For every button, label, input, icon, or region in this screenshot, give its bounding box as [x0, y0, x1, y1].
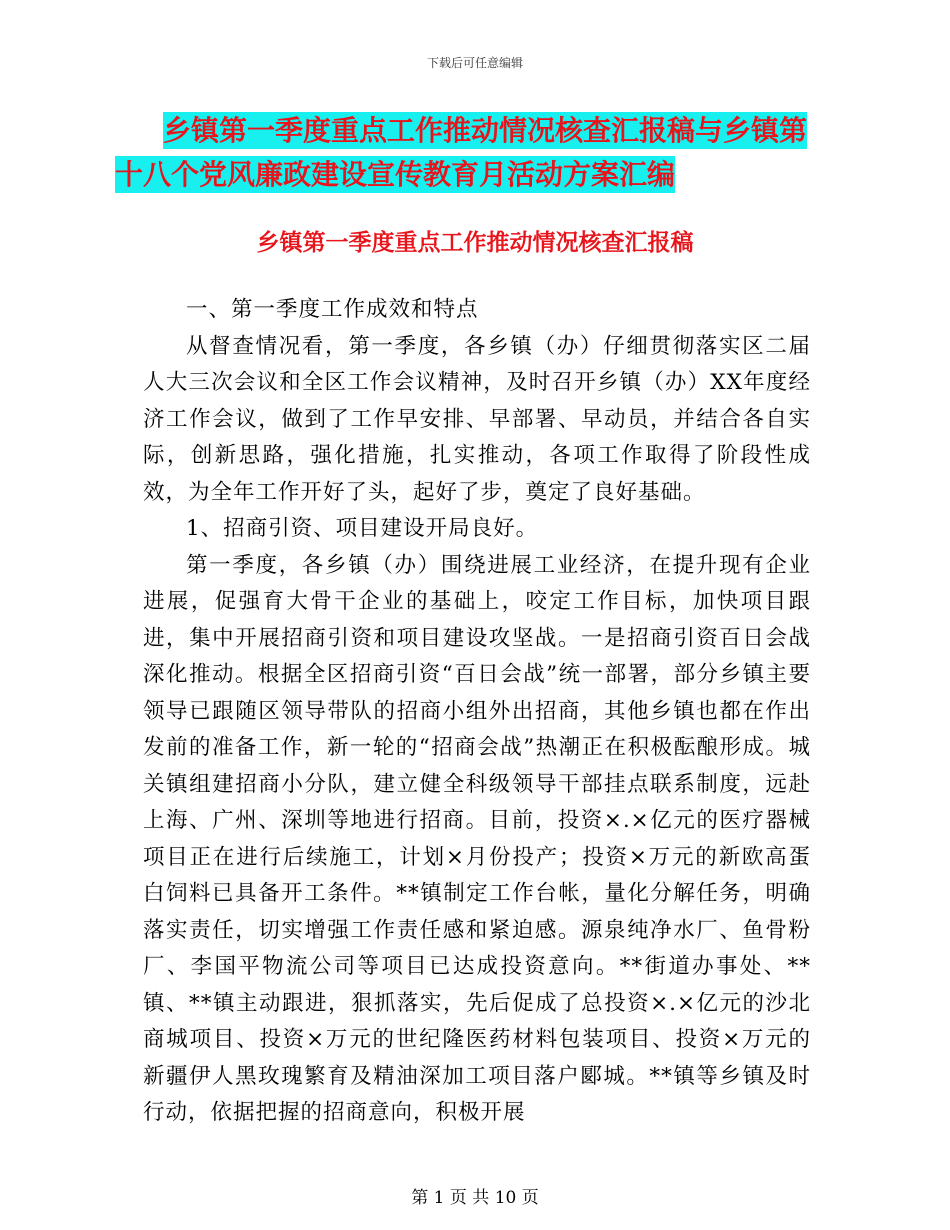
document-title-line-2 — [0, 156, 870, 194]
document-title-line-2-text: 十八个党风廉政建设宣传教育月活动方案汇编 — [114, 158, 675, 191]
section-title: 乡镇第一季度重点工作推动情况核查汇报稿 — [256, 230, 694, 256]
header-note: 下载后可任意编辑 — [426, 56, 523, 70]
document-title-line-1 — [10, 112, 950, 150]
paragraph: 从督查情况看，第一季度，各乡镇（办）仔细贯彻落实区二届人大三次会议和全区工作会议精神，及时召开乡镇（办）XX年度经济工作会议，做到了工作早安排、早部署、早动员，并结合各自实际，创新思路，强化措施，扎实推动，各项工作取得了阶段性成效，为全年工作开好了头，起好了步，奠定了良好基础。 — [143, 333, 811, 505]
paragraph-heading-1: 一、第一季度工作成效和特点 — [186, 297, 479, 322]
paragraph: 第一季度，各乡镇（办）围绕进展工业经济，在提升现有企业进展，促强育大骨干企业的基础上，咬定工作目标，加快项目跟进，集中开展招商引资和项目建设攻坚战。一是招商引资百日会战深化推动。根据全区招商引资“百日会战”统一部署，部分乡镇主要领导已跟随区领导带队的招商小组外出招商，其他乡镇也都在作出发前的准备工作，新一轮的“招商会战”热潮正在积极酝酿形成。城关镇组建招商小分队，建立健全科级领导干部挂点联系制度，远赴上海、广州、深圳等地进行招商。目前，投资×.×亿元的医疗器械项目正在进行后续施工，计划×月份投产；投资×万元的新欧高蛋白饲料已具备开工条件。**镇制定工作台帐，量化分解任务，明确落实责任，切实增强工作责任感和紧迫感。源泉纯净水厂、鱼骨粉厂、李国平物流公司等项目已达成投资意向。**街道办事处、**镇、**镇主动跟进，狠抓落实，先后促成了总投资×.×亿元的沙北商城项目、投资×万元的世纪隆医药材料包装项目、投资×万元的新疆伊人黑玫瑰繁育及精油深加工项目落户郾城。**镇等乡镇及时行动，依据把握的招商意向，积极开展 — [143, 552, 811, 1125]
paragraph-heading-2: 1、招商引资、项目建设开局良好。 — [186, 516, 539, 541]
page-number: 第 1 页 共 10 页 — [411, 1188, 539, 1208]
document-body — [143, 292, 811, 1132]
document-title-line-1-text: 乡镇第一季度重点工作推动情况核查汇报稿与乡镇第 — [162, 114, 807, 147]
